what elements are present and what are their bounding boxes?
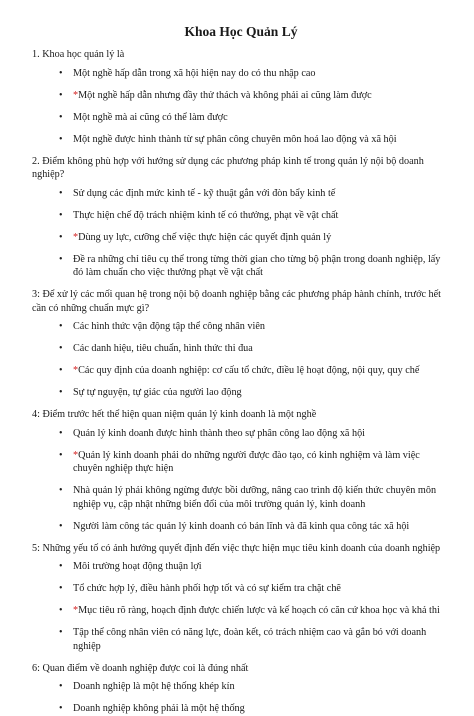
option-text: Các danh hiệu, tiêu chuẩn, hình thức thi đua <box>73 343 253 354</box>
answer-option <box>32 364 450 378</box>
answer-option <box>32 320 450 334</box>
bullet-icon: • <box>59 520 63 532</box>
bullet-icon: • <box>59 253 63 265</box>
option-text: Đề ra những chỉ tiêu cụ thể trong từng thời gian cho từng bộ phận trong doanh nghiệp, lấy đó làm chuẩn cho việc thưởng phạt về vật chất <box>73 253 441 278</box>
option-list <box>32 187 450 280</box>
answer-option <box>32 626 450 653</box>
answer-option <box>32 231 450 245</box>
bullet-icon: • <box>59 231 63 243</box>
bullet-icon: • <box>59 561 63 572</box>
option-text: Quản lý kinh doanh được hình thành theo sự phân công lao động xã hội <box>73 427 366 439</box>
question-2: 2. Điểm không phù hợp với hướng sử dụng các phương pháp kinh tế trong quản lý nội bộ doanh nghiệp? <box>32 155 424 180</box>
answer-option <box>32 67 450 81</box>
option-list <box>32 560 450 653</box>
answer-option <box>32 427 450 441</box>
bullet-icon: • <box>59 67 63 79</box>
bullet-icon: • <box>59 343 63 354</box>
option-text: Nhà quản lý phải không ngừng được bồi dưỡng, nâng cao trình độ kiến thức chuyên môn nghiệp vụ, cập nhật những biến đổi của môi trường quản lý, kinh doanh <box>73 485 437 510</box>
bullet-icon: • <box>59 133 63 145</box>
option-text: Một nghề được hình thành từ sự phân công chuyên môn hoá lao động và xã hội <box>73 133 397 145</box>
bullet-icon: • <box>59 449 63 461</box>
answer-option <box>32 582 450 596</box>
bullet-icon: • <box>59 89 63 101</box>
option-text: Các hình thức vận động tập thể công nhân viên <box>73 321 265 332</box>
option-list <box>32 680 450 716</box>
bullet-icon: • <box>59 365 63 376</box>
option-text: Sự tự nguyện, tự giác của người lao động <box>73 387 242 398</box>
option-text: Thực hiện chế độ trách nhiệm kinh tế có thưởng, phạt về vật chất <box>73 209 339 221</box>
bullet-icon: • <box>59 187 63 199</box>
answer-option <box>32 89 450 103</box>
question-1: 1. Khoa học quản lý là <box>32 49 125 60</box>
question-list <box>32 48 450 716</box>
answer-option <box>32 342 450 356</box>
answer-option <box>32 702 450 716</box>
question-3: 3: Để xử lý các mối quan hệ trong nội bộ doanh nghiệp bằng các phương pháp hành chính, trước hết cần có những chuẩn mực gì? <box>32 289 441 314</box>
question-6: 6: Quan điểm về doanh nghiệp được coi là đúng nhất <box>32 662 249 674</box>
bullet-icon: • <box>59 485 63 496</box>
correct-answer-marker: * <box>73 605 79 616</box>
bullet-icon: • <box>59 387 63 398</box>
bullet-icon: • <box>59 605 63 616</box>
correct-answer-marker: * <box>73 365 79 376</box>
answer-option <box>32 520 450 534</box>
option-text: Quản lý kinh doanh phải do những người được đào tạo, có kinh nghiệm và làm việc chuyên nghiệp thực hiện <box>73 449 420 474</box>
option-text: Một nghề hấp dẫn nhưng đầy thử thách và không phải ai cũng làm được <box>78 89 372 101</box>
answer-option <box>32 253 450 280</box>
option-text: Tập thể công nhân viên có năng lực, đoàn kết, có trách nhiệm cao và gắn bó với doanh nghiệp <box>73 627 427 652</box>
answer-option <box>32 209 450 223</box>
option-text: Một nghề hấp dẫn trong xã hội hiện nay do có thu nhập cao <box>73 67 316 79</box>
answer-option <box>32 187 450 201</box>
bullet-icon: • <box>59 111 63 123</box>
option-list <box>32 427 450 534</box>
question-4: 4: Điểm trước hết thể hiện quan niệm quản lý kinh doanh là một nghề <box>32 409 317 420</box>
bullet-icon: • <box>59 681 63 692</box>
option-list <box>32 320 450 400</box>
correct-answer-marker: * <box>73 449 79 461</box>
bullet-icon: • <box>59 321 63 332</box>
option-text: Doanh nghiệp không phải là một hệ thống <box>73 703 245 714</box>
option-text: Doanh nghiệp là một hệ thống khép kín <box>73 681 235 692</box>
answer-option <box>32 449 450 476</box>
bullet-icon: • <box>59 703 63 714</box>
option-text: Các quy định của doanh nghiệp: cơ cấu tổ chức, điều lệ hoạt động, nội quy, quy chế <box>78 365 420 376</box>
correct-answer-marker: * <box>73 89 79 101</box>
answer-option <box>32 133 450 147</box>
option-list <box>32 67 450 147</box>
option-text: Một nghề mà ai cũng có thể làm được <box>73 111 228 123</box>
answer-option <box>32 560 450 574</box>
answer-option <box>32 484 450 511</box>
correct-answer-marker: * <box>73 231 79 243</box>
answer-option <box>32 386 450 400</box>
answer-option <box>32 111 450 125</box>
bullet-icon: • <box>59 209 63 221</box>
bullet-icon: • <box>59 427 63 439</box>
option-text: Người làm công tác quản lý kinh doanh có bản lĩnh và đã kinh qua công tác xã hội <box>73 520 410 532</box>
option-text: Mục tiêu rõ ràng, hoạch định được chiến lược và kế hoạch có căn cứ khoa học và khả thi <box>78 605 440 616</box>
option-text: Dùng uy lực, cưỡng chế việc thực hiện các quyết định quản lý <box>78 231 332 243</box>
answer-option <box>32 680 450 694</box>
option-text: Sử dụng các định mức kinh tế - kỹ thuật gắn với đòn bẩy kinh tế <box>73 187 336 199</box>
option-text: Tổ chức hợp lý, điều hành phối hợp tốt và có sự kiểm tra chặt chẽ <box>73 583 341 594</box>
answer-option <box>32 604 450 618</box>
question-5: 5: Những yếu tố có ảnh hưởng quyết định đến việc thực hiện mục tiêu kinh doanh của doanh nghiệp <box>32 542 441 554</box>
bullet-icon: • <box>59 627 63 638</box>
option-text: Môi trường hoạt động thuận lợi <box>73 561 202 572</box>
document-title: Khoa Học Quản Lý <box>184 24 298 39</box>
bullet-icon: • <box>59 583 63 594</box>
